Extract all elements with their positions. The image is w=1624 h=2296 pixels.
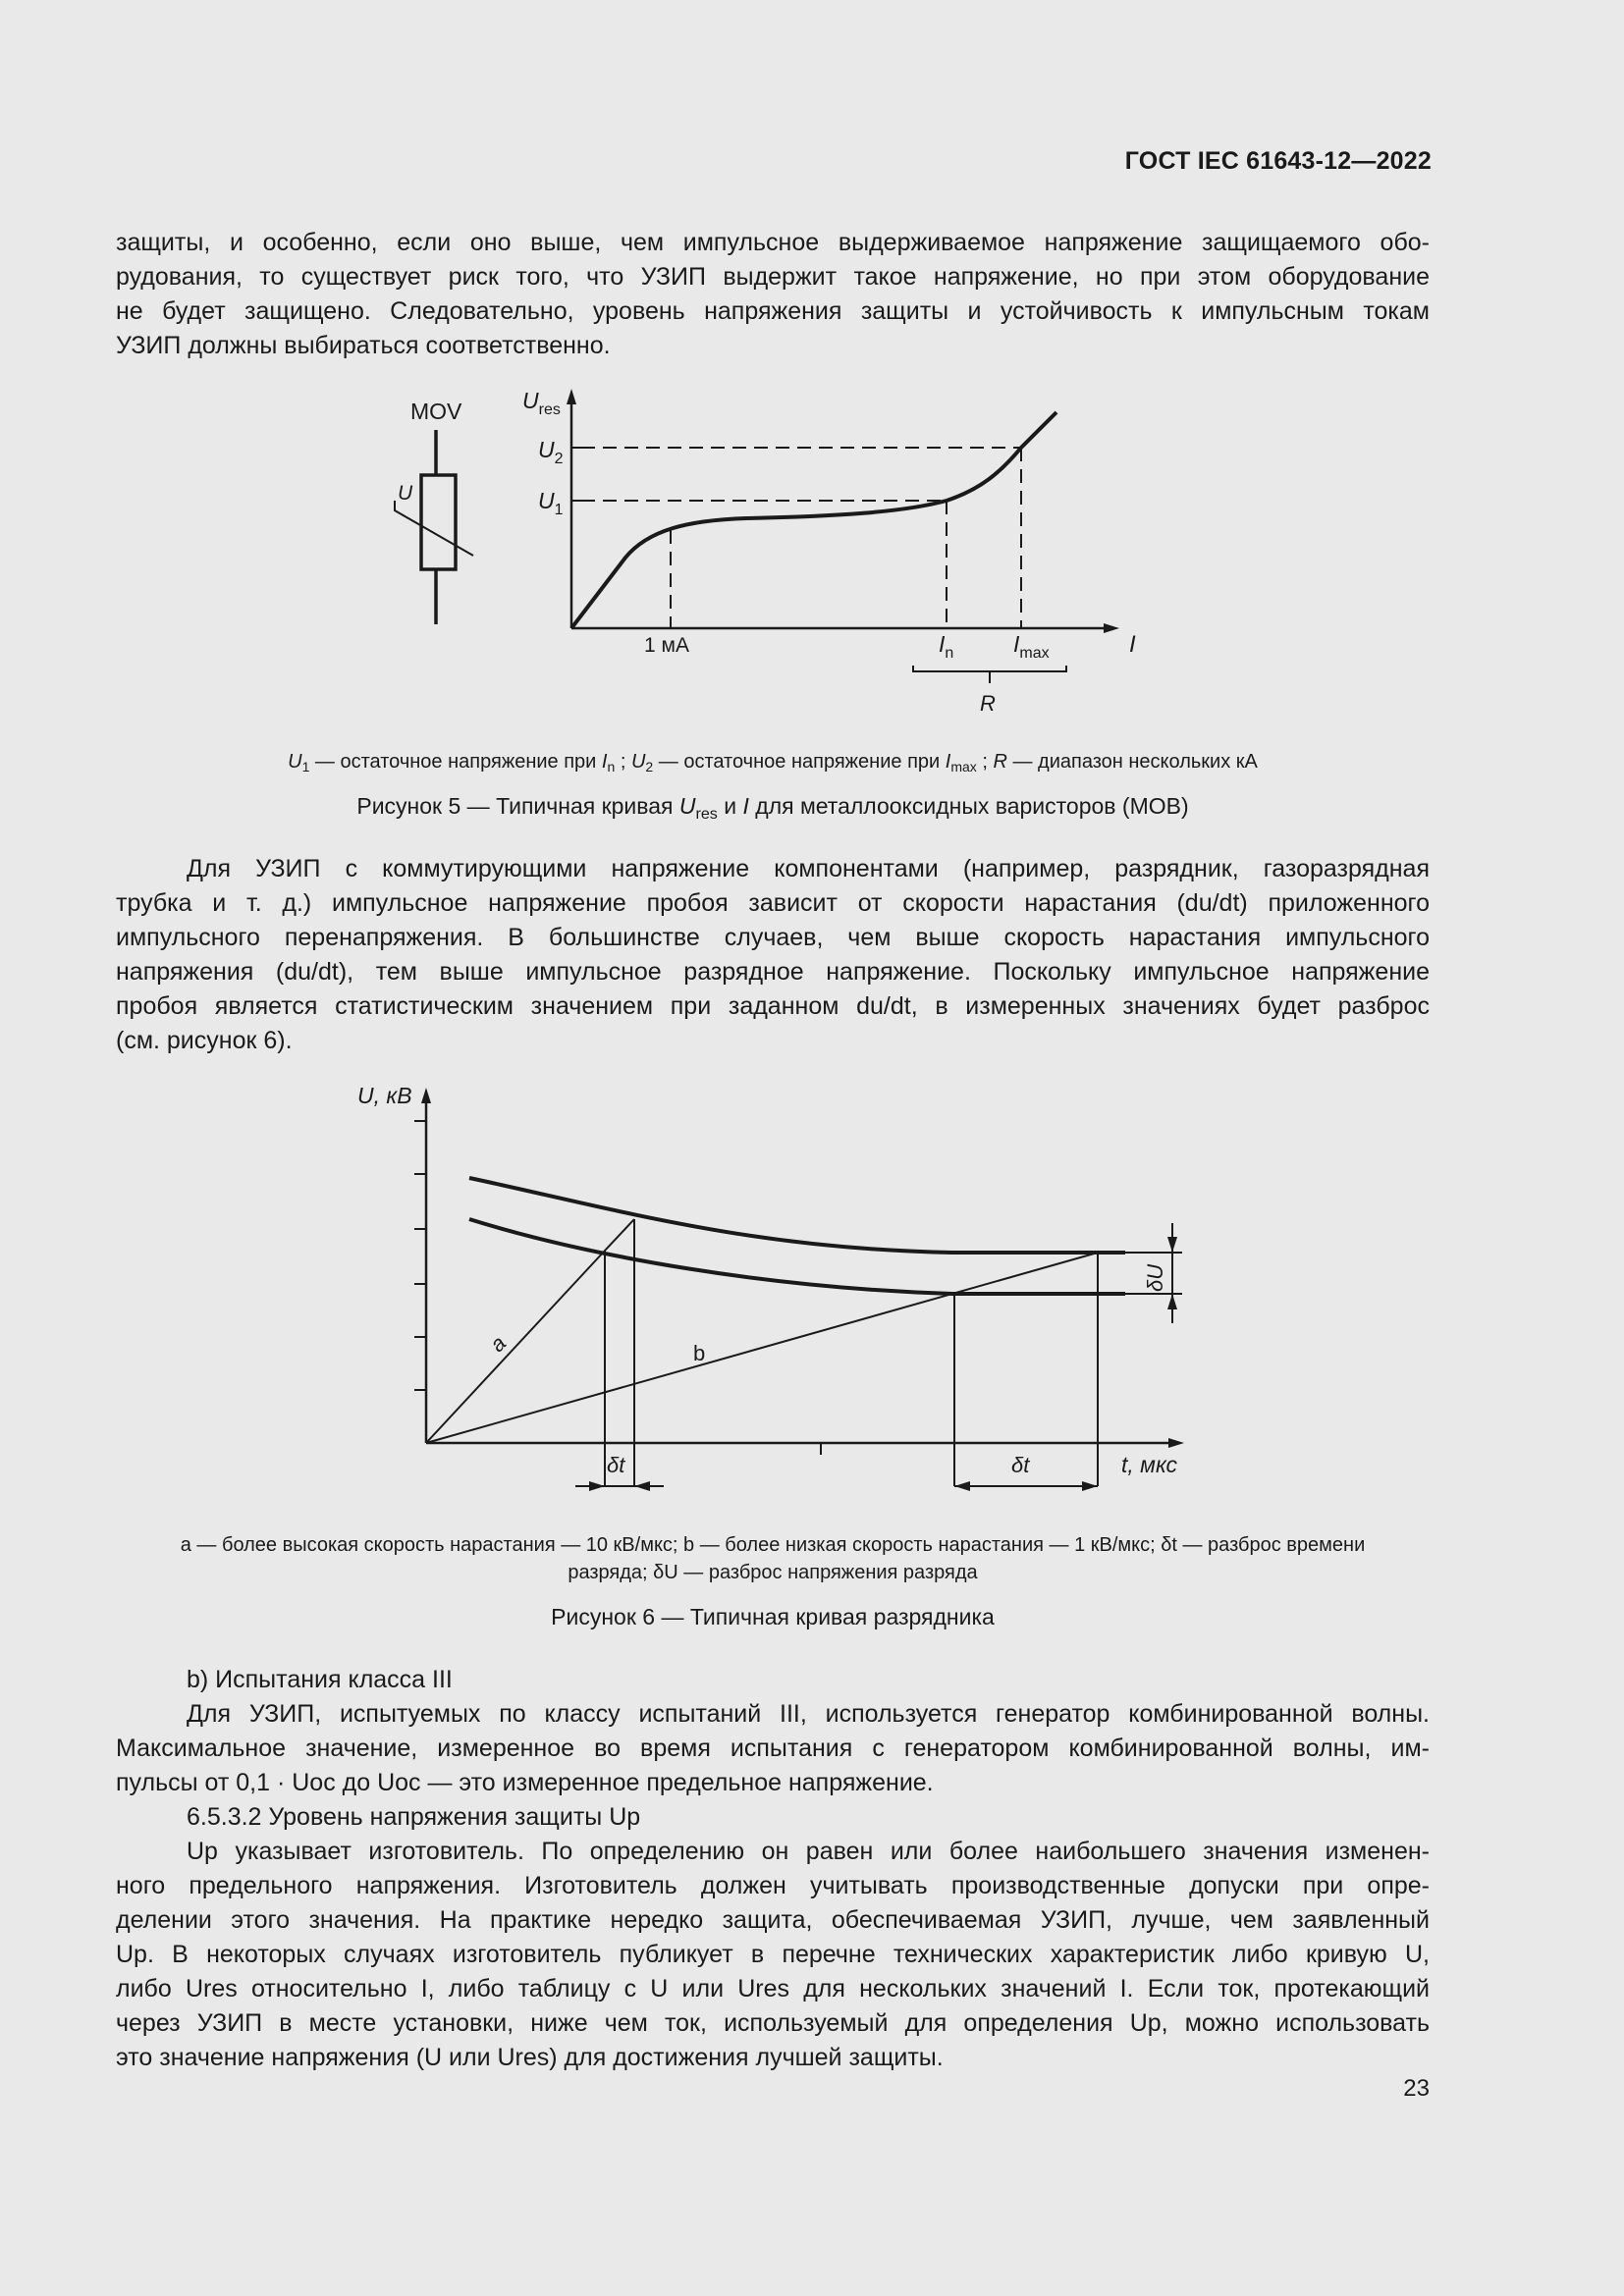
mov-u-label: U (398, 482, 413, 505)
caption-i: I (742, 793, 749, 819)
legend-text: — остаточное напряжение при (653, 751, 946, 773)
text-line: это значение напряжения (U или Ures) для достижения лучшей защиты. (116, 2044, 944, 2071)
caption-text: для металлооксидных варисторов (МОВ) (748, 793, 1189, 819)
legend-text: — диапазон нескольких кА (1006, 751, 1258, 773)
delta-t2-arrow-left (954, 1481, 970, 1491)
ramp-a (426, 1219, 634, 1443)
y-axis-arrow (421, 1088, 431, 1103)
text-line: либо Ures относительно I, либо таблицу с U или Ures для нескольких значений I. Если ток, протекающий (116, 1975, 1430, 2002)
text-line: не будет защищено. Следовательно, уровень напряжения защиты и устойчивость к импульсным токам (116, 297, 1430, 325)
x-axis-label: I (1129, 631, 1136, 658)
delta-t2-label: δt (1011, 1453, 1030, 1477)
text-line: трубка и т. д.) импульсное напряжение пробоя зависит от скорости нарастания (du/dt) приложенного (116, 889, 1430, 917)
range-label: R (980, 691, 996, 716)
mov-body (421, 475, 456, 569)
legend-imax: I (945, 751, 951, 773)
caption-u: U (678, 793, 696, 819)
legend-text: ; (976, 751, 994, 773)
text-line: импульсного перенапряжения. В большинстве случаев, чем выше скорость нарастания импульсного (116, 924, 1430, 951)
curve-a-label: a (484, 1330, 512, 1358)
paragraph-switching (116, 852, 1430, 1058)
x-imax-label: $I_{max}$ (1013, 631, 1050, 662)
text-line: напряжения (du/dt), тем выше импульсное разрядное напряжение. Поскольку импульсное напряжение (116, 958, 1430, 986)
delta-t2-arrow-right (1082, 1481, 1098, 1491)
x-1ma-label: 1 мА (644, 634, 689, 657)
delta-u-arrow-top (1167, 1237, 1177, 1253)
y-axis-label: U, кВ (357, 1083, 412, 1108)
u2-label: $U_2$ (538, 437, 564, 467)
ramp-b (426, 1253, 1098, 1443)
figure-6 (0, 1060, 1624, 1512)
mov-label: MOV (410, 399, 462, 424)
y-axis-label: $U_{res}$ (522, 388, 561, 418)
figure-5 (0, 0, 1624, 785)
figure5-legend (116, 748, 1430, 775)
section-heading: 6.5.3.2 Уровень напряжения защиты Up (187, 1803, 641, 1831)
figure5-caption (116, 793, 1430, 823)
section-heading: b) Испытания класса III (187, 1666, 453, 1693)
x-in-label: $I_n$ (939, 631, 954, 662)
legend-u2: U (630, 751, 646, 773)
x-axis-label: t, мкс (1121, 1452, 1178, 1477)
caption-u-sub: res (695, 804, 718, 823)
text-line: (см. рисунок 6). (116, 1027, 293, 1054)
figure6-legend (116, 1531, 1430, 1586)
x-axis-arrow (1168, 1438, 1184, 1448)
y-axis-arrow (567, 389, 576, 404)
text-line: пульсы от 0,1 · Uoc до Uoc — это измеренное предельное напряжение. (116, 1769, 934, 1796)
upper-envelope-curve (469, 1178, 1125, 1253)
figure6-caption: Рисунок 6 — Типичная кривая разрядника (551, 1604, 995, 1629)
document-header: ГОСТ IEC 61643-12—2022 (1124, 147, 1432, 175)
legend-r: R (993, 751, 1007, 773)
delta-u-label: δU (1143, 1263, 1167, 1292)
text-line: рудования, то существует риск того, что УЗИП выдержит такое напряжение, но при этом оборудование (116, 263, 1430, 291)
text-line: пробоя является статистическим значением при заданном du/dt, в измеренных значениях будет разброс (116, 992, 1430, 1020)
text-line: защиты, и особенно, если оно выше, чем импульсное выдерживаемое напряжение защищаемого обо- (116, 229, 1430, 256)
legend-in-sub: n (607, 759, 616, 775)
legend-text: ; (615, 751, 631, 773)
legend-u2-sub: 2 (645, 759, 654, 775)
legend-line: разряда; δU — разброс напряжения разряда (568, 1562, 978, 1583)
legend-imax-sub: max (950, 759, 977, 775)
legend-u1-sub: 1 (301, 759, 310, 775)
range-bracket (913, 666, 1066, 671)
text-line: ного предельного напряжения. Изготовитель должен учитывать производственные допуски при опре- (116, 1872, 1430, 1899)
delta-t1-arrow-left (589, 1481, 605, 1491)
u1-label: $U_1$ (538, 488, 564, 518)
ures-curve (571, 412, 1056, 628)
delta-t1-arrow-right (634, 1481, 650, 1491)
text-line: Up указывает изготовитель. По определению он равен или более наибольшего значения изменен- (187, 1838, 1430, 1865)
caption-text: Рисунок 5 — Типичная кривая (356, 793, 679, 819)
page-number: 23 (1403, 2075, 1430, 2102)
caption-text: и (717, 793, 743, 819)
section-b (116, 1663, 1430, 1800)
text-line: Максимальное значение, измеренное во время испытания с генератором комбинированной волны, им- (116, 1735, 1430, 1762)
mov-varistor-slash (395, 501, 473, 556)
delta-u-arrow-bottom (1167, 1294, 1177, 1309)
text-line: Up. В некоторых случаях изготовитель публикует в перечне технических характеристик либо кривую U, (116, 1941, 1430, 1968)
text-line: делении этого значения. На практике нередко защита, обеспечиваемая УЗИП, лучше, чем заявленный (116, 1906, 1430, 1934)
text-line: Для УЗИП, испытуемых по классу испытаний III, используется генератор комбинированной волны. (187, 1700, 1430, 1728)
text-line: через УЗИП в месте установки, ниже чем ток, используемый для определения Up, можно использовать (116, 2009, 1430, 2037)
curve-b-label: b (693, 1341, 706, 1365)
section-6-5-3-2 (116, 1800, 1430, 2075)
delta-t1-label: δt (607, 1453, 625, 1477)
x-axis-arrow (1104, 623, 1119, 633)
text-line: Для УЗИП с коммутирующими напряжение компонентами (например, разрядник, газоразрядная (187, 855, 1430, 882)
legend-u1: U (288, 751, 302, 773)
text-line: УЗИП должны выбираться соответственно. (116, 332, 611, 359)
legend-text: — остаточное напряжение при (309, 751, 602, 773)
lower-envelope-curve (469, 1219, 1125, 1294)
legend-line: a — более высокая скорость нарастания — 10 кВ/мкс; b — более низкая скорость нарастания — 1 кВ/мкс; δt — разброс времени (180, 1534, 1366, 1556)
legend-in: I (601, 751, 608, 773)
